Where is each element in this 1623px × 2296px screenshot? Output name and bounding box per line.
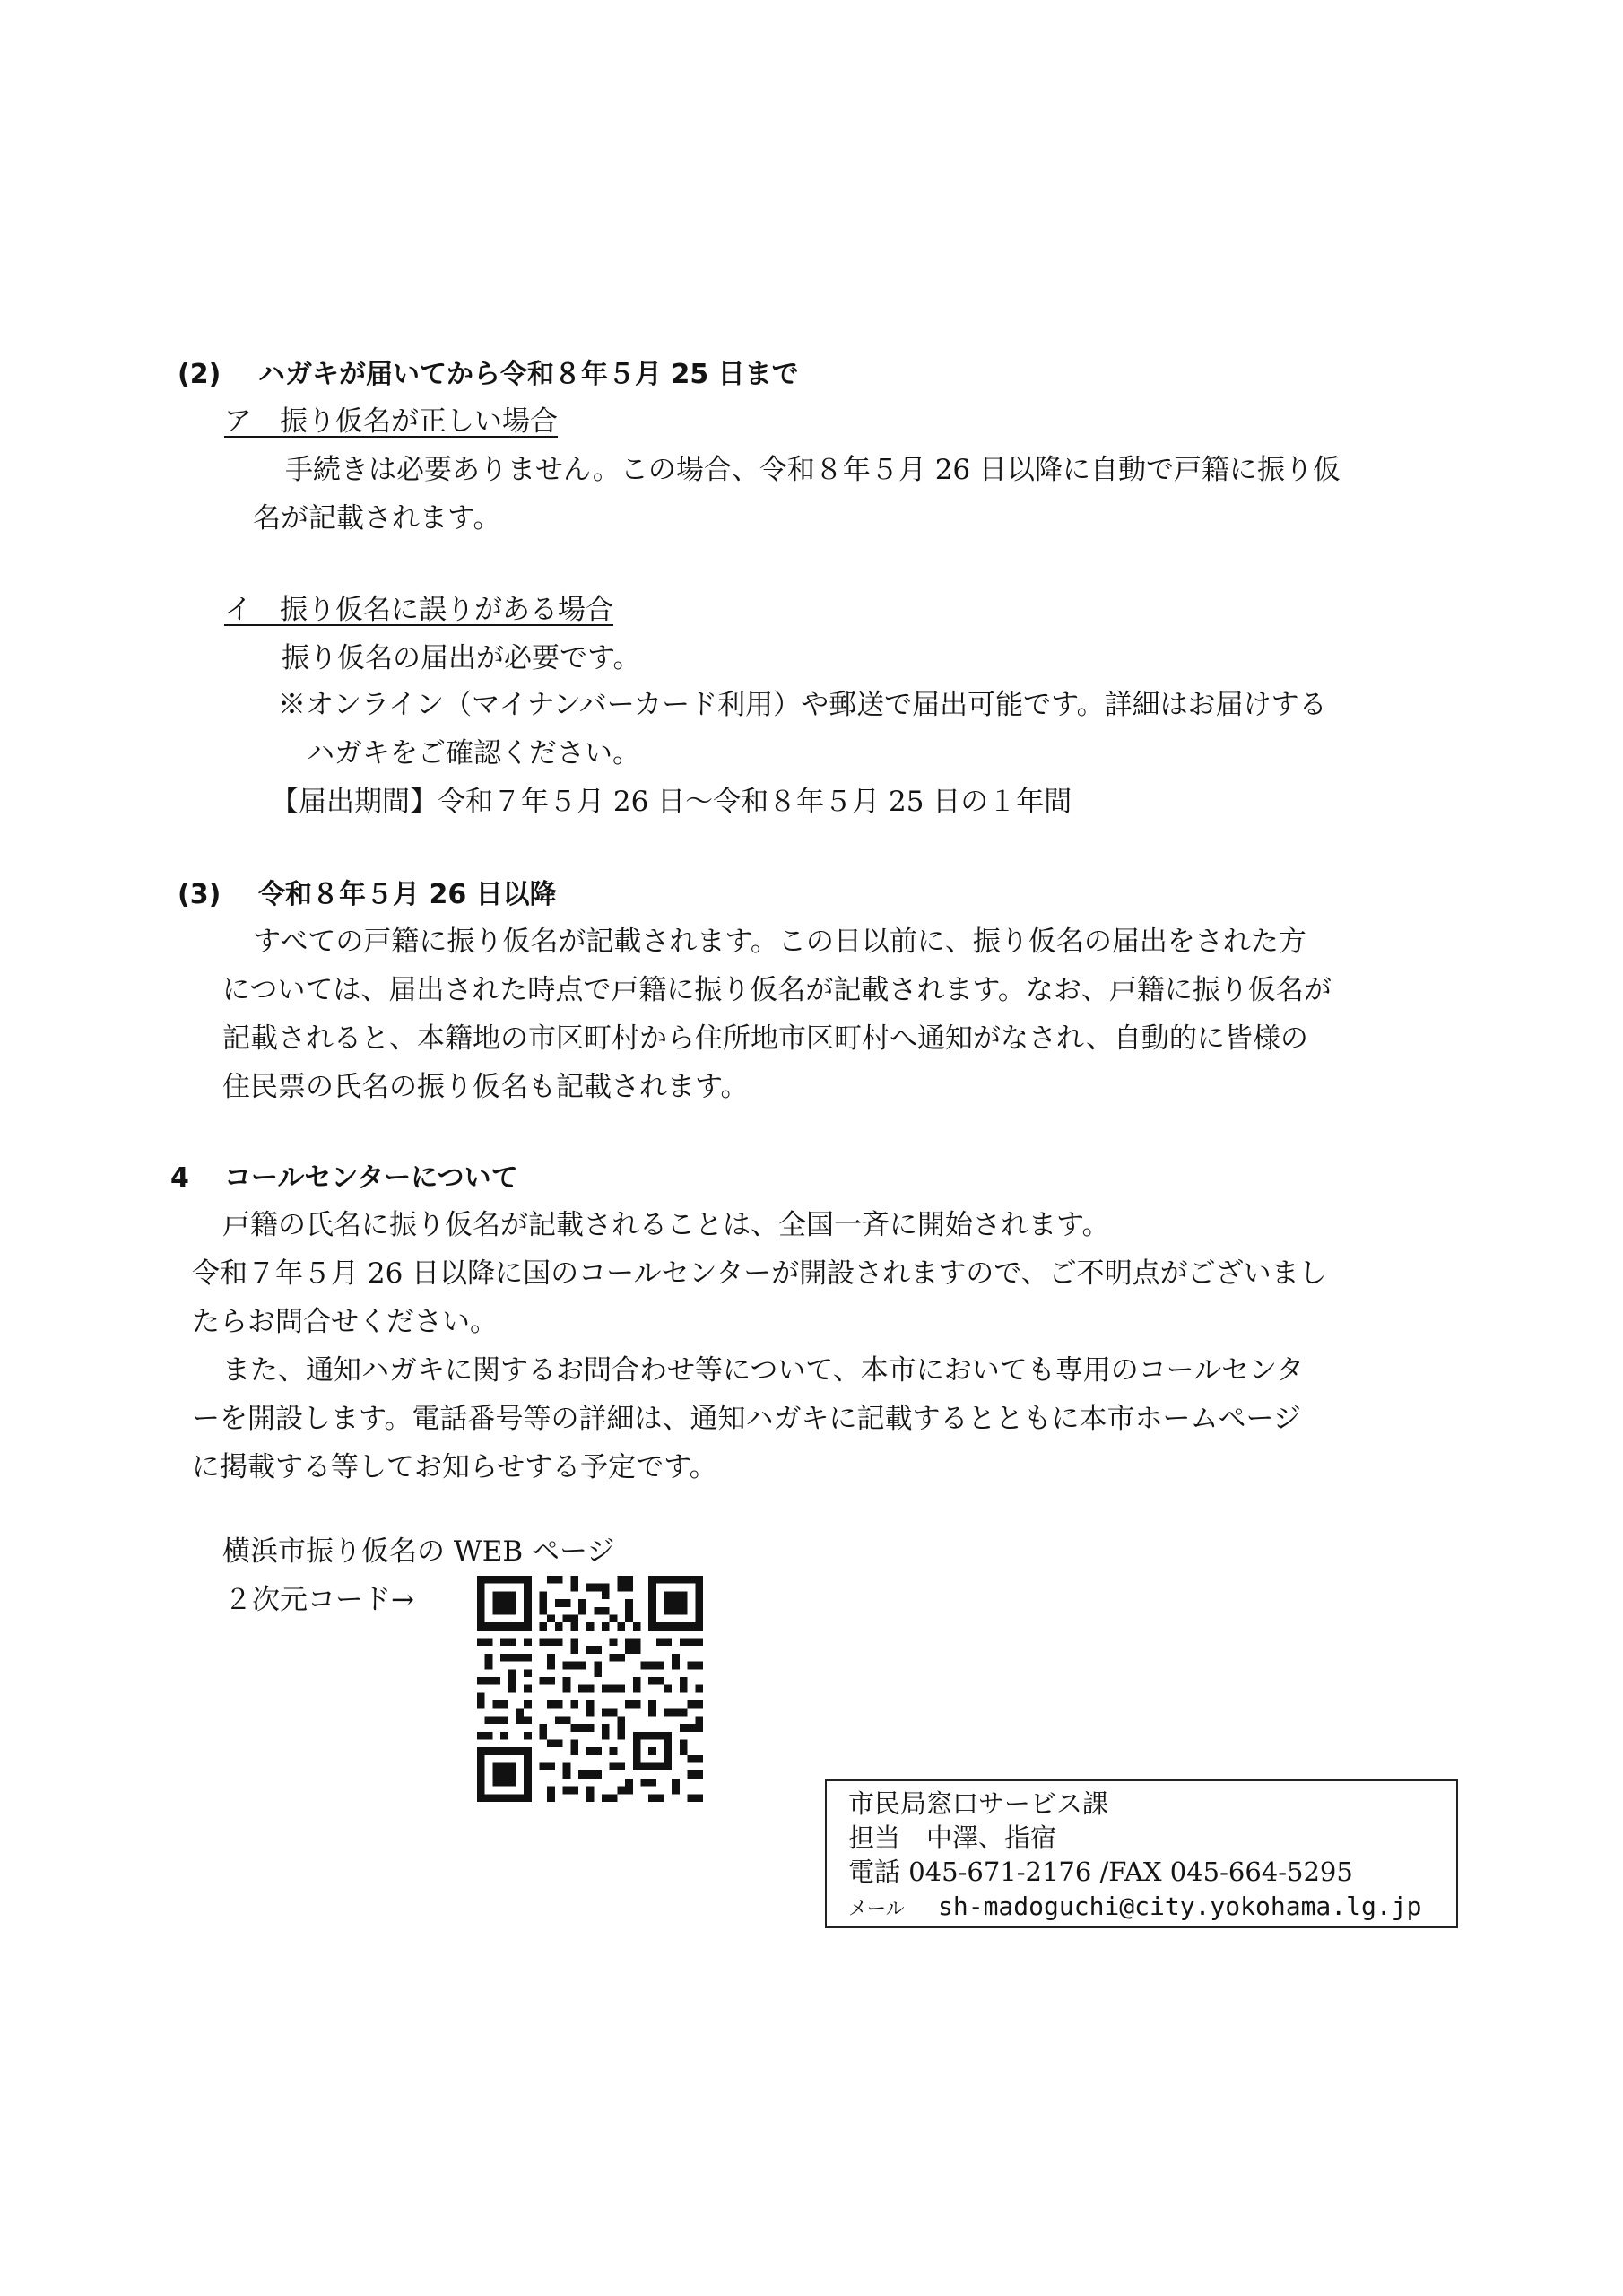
section-4-text-5: ーを開設します。電話番号等の詳細は、通知ハガキに記載するとともに本市ホームページ [192,1403,1301,1435]
qr-caption-2: ２次元コード→ [224,1584,414,1616]
section-2-heading [178,355,799,395]
contact-box [825,1779,1458,1928]
section-4-text-2: 令和７年５月 26 日以降に国のコールセンターが開設されますので、ご不明点がございまし [192,1257,1327,1290]
section-4-title: コールセンターについて [224,1162,518,1194]
section-4-text-6: に掲載する等してお知らせする予定です。 [192,1451,717,1483]
section-2a-text-1: 手続きは必要ありません。この場合、令和８年５月 26 日以降に自動で戸籍に振り仮 [285,454,1341,486]
section-3-heading [178,875,557,915]
section-2b-text: 振り仮名の届出が必要です。 [282,642,641,674]
section-2b-note-2: ハガキをご確認ください。 [307,737,640,770]
section-3-text-1: すべての戸籍に振り仮名が記載されます。この日以前に、振り仮名の届出をされた方 [253,926,1306,958]
section-3-text-3: 記載されると、本籍地の市区町村から住所地市区町村へ通知がなされ、自動的に皆様の [222,1022,1308,1055]
section-3-title: 令和８年５月 26 日以降 [258,879,557,910]
section-3-number: (3) [178,879,221,910]
contact-department: 市民局窓口サービス課 [848,1788,1109,1819]
section-2b-period: 【届出期間】令和７年５月 26 日～令和８年５月 25 日の１年間 [271,786,1072,818]
contact-phone-fax: 電話 045-671-2176 /FAX 045-664-5295 [848,1857,1353,1887]
section-3-text-2: については、届出された時点で戸籍に振り仮名が記載されます。なお、戸籍に振り仮名が [222,974,1332,1006]
section-4-heading [170,1159,518,1198]
section-2-title: ハガキが届いてから令和８年５月 25 日まで [258,359,799,390]
section-3-text-4: 住民票の氏名の振り仮名も記載されます。 [222,1071,749,1103]
section-4-text-3: たらお問合せください。 [192,1306,498,1338]
section-2b-label: イ 振り仮名に誤りがある場合 [224,594,613,626]
section-4-number: 4 [170,1162,189,1194]
section-2-number: (2) [178,359,221,390]
section-2a-label: ア 振り仮名が正しい場合 [224,405,558,438]
qr-code-image[interactable] [477,1576,703,1802]
qr-caption-1: 横浜市振り仮名の WEB ページ [222,1535,615,1568]
contact-email-label: メール [848,1898,905,1919]
section-2a-text-2: 名が記載されます。 [253,502,501,535]
contact-email-address[interactable]: sh-madoguchi@city.yokohama.lg.jp [938,1892,1422,1921]
section-4-text-4: また、通知ハガキに関するお問合わせ等について、本市においても専用のコールセンタ [222,1354,1304,1387]
section-2b-note-1: ※オンライン（マイナンバーカード利用）や郵送で届出可能です。詳細はお届けする [278,689,1327,721]
contact-staff: 担当 中澤、指宿 [848,1822,1057,1853]
section-4-text-1: 戸籍の氏名に振り仮名が記載されることは、全国一斉に開始されます。 [222,1209,1110,1241]
contact-email-row [848,1889,1456,1926]
